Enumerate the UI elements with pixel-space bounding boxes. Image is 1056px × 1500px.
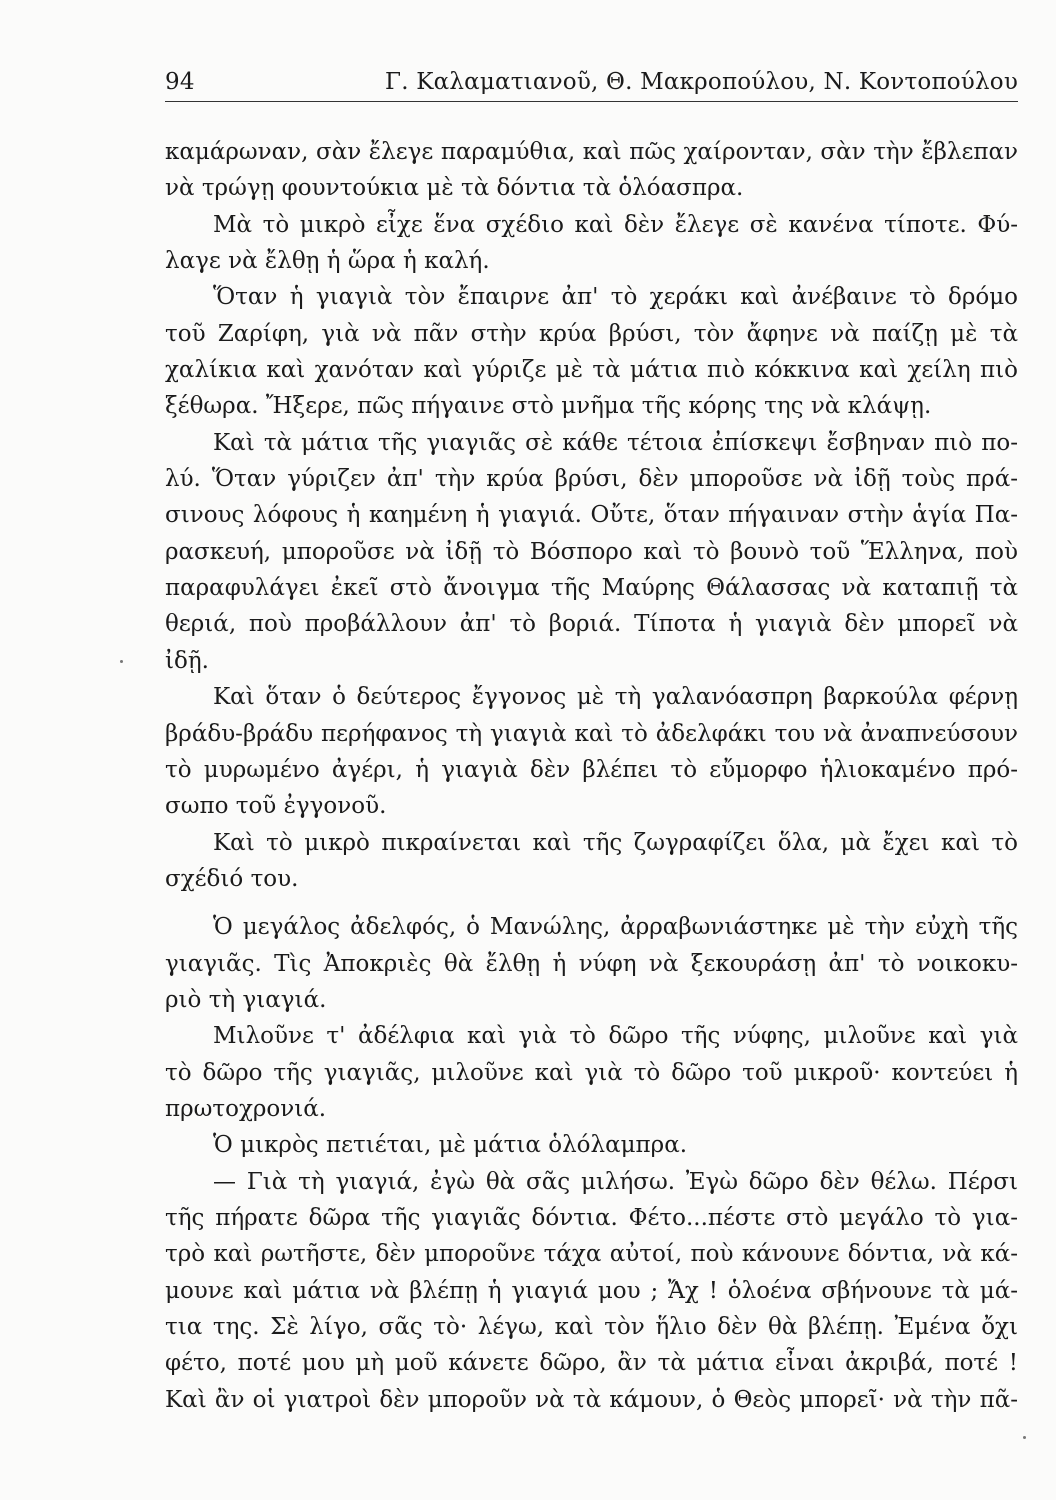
running-head-authors: Γ. Καλαματιανοῦ, Θ. Μακροπούλου, Ν. Κοντοπούλου bbox=[385, 69, 1018, 95]
text-line: σχέδιό του. bbox=[165, 865, 299, 892]
text-line: Καὶ ὅταν ὁ δεύτερος ἔγγονος μὲ τὴ γαλανόασπρη βαρκούλα φέρνῃ bbox=[213, 684, 1018, 711]
text-line: σωπο τοῦ ἐγγονοῦ. bbox=[165, 793, 387, 820]
text-line: σινους λόφους ἡ καημένη ἡ γιαγιά. Οὔτε, ὅταν πήγαιναν στὴν ἁγία Πα- bbox=[165, 502, 1018, 529]
text-line: τοῦ Ζαρίφη, γιὰ νὰ πᾶν στὴν κρύα βρύσι, τὸν ἄφηνε νὰ παίζῃ μὲ τὰ bbox=[165, 320, 1018, 347]
text-line: Μιλοῦνε τ' ἀδέλφια καὶ γιὰ τὸ δῶρο τῆς νύφης, μιλοῦνε καὶ γιὰ bbox=[213, 1023, 1018, 1050]
text-line: θεριά, ποὺ προβάλλουν ἀπ' τὸ βοριά. Τίποτα ἡ γιαγιὰ δὲν μπορεῖ νὰ bbox=[165, 611, 1018, 638]
text-line: καμάρωναν, σὰν ἔλεγε παραμύθια, καὶ πῶς χαίρονταν, σὰν τὴν ἔβλεπαν bbox=[165, 139, 1018, 165]
text-line: ἰδῇ. bbox=[165, 647, 209, 674]
text-line: Μὰ τὸ μικρὸ εἶχε ἕνα σχέδιο καὶ δὲν ἔλεγε σὲ κανένα τίποτε. Φύ- bbox=[213, 211, 1018, 238]
page-header bbox=[165, 62, 1018, 102]
text-line: γιαγιᾶς. Τὶς Ἀποκριὲς θὰ ἔλθῃ ἡ νύφη νὰ ξεκουράσῃ ἀπ' τὸ νοικοκυ- bbox=[165, 950, 1018, 977]
text-line: Καὶ τὰ μάτια τῆς γιαγιᾶς σὲ κάθε τέτοια ἐπίσκεψι ἔσβηναν πιὸ πο- bbox=[213, 429, 1018, 456]
text-line: ξέθωρα. Ἤξερε, πῶς πήγαινε στὸ μνῆμα τῆς κόρης της νὰ κλάψῃ. bbox=[165, 393, 932, 420]
text-line: τὸ δῶρο τῆς γιαγιᾶς, μιλοῦνε καὶ γιὰ τὸ δῶρο τοῦ μικροῦ· κοντεύει ἡ bbox=[165, 1059, 1018, 1086]
page-number: 94 bbox=[165, 69, 195, 95]
text-line: λύ. Ὅταν γύριζεν ἀπ' τὴν κρύα βρύσι, δὲν μποροῦσε νὰ ἰδῇ τοὺς πρά- bbox=[165, 466, 1018, 493]
scan-speck bbox=[1023, 1436, 1026, 1439]
text-line: Ὁ μικρὸς πετιέται, μὲ μάτια ὁλόλαμπρα. bbox=[213, 1132, 688, 1159]
text-line: πρωτοχρονιά. bbox=[165, 1095, 327, 1122]
text-line: Καὶ τὸ μικρὸ πικραίνεται καὶ τῆς ζωγραφίζει ὅλα, μὰ ἔχει καὶ τὸ bbox=[213, 829, 1018, 856]
text-line: νὰ τρώγῃ φουντούκια μὲ τὰ δόντια τὰ ὁλόασπρα. bbox=[165, 175, 744, 202]
text-line: Ὅταν ἡ γιαγιὰ τὸν ἔπαιρνε ἀπ' τὸ χεράκι καὶ ἀνέβαινε τὸ δρόμο bbox=[213, 284, 1018, 311]
scan-speck bbox=[120, 660, 123, 663]
text-line: τρὸ καὶ ρωτῆστε, δὲν μποροῦνε τάχα αὐτοί, ποὺ κάνουνε δόντια, νὰ κά- bbox=[165, 1241, 1018, 1268]
text-line: — Γιὰ τὴ γιαγιά, ἐγὼ θὰ σᾶς μιλήσω. Ἐγὼ δῶρο δὲν θέλω. Πέρσι bbox=[213, 1168, 1018, 1195]
text-line: Ὁ μεγάλος ἀδελφός, ὁ Μανώλης, ἀρραβωνιάστηκε μὲ τὴν εὐχὴ τῆς bbox=[213, 914, 1018, 941]
text-line: τὸ μυρωμένο ἀγέρι, ἡ γιαγιὰ δὲν βλέπει τὸ εὔμορφο ἡλιοκαμένο πρό- bbox=[165, 756, 1018, 783]
text-line: παραφυλάγει ἐκεῖ στὸ ἄνοιγμα τῆς Μαύρης Θάλασσας νὰ καταπιῇ τὰ bbox=[165, 575, 1018, 602]
text-line: Καὶ ἂν οἱ γιατροὶ δὲν μποροῦν νὰ τὰ κάμουν, ὁ Θεὸς μπορεῖ· νὰ τὴν πᾶ- bbox=[165, 1386, 1018, 1413]
text-line: ριὸ τὴ γιαγιά. bbox=[165, 986, 327, 1013]
text-line: τια της. Σὲ λίγο, σᾶς τὸ· λέγω, καὶ τὸν ἥλιο δὲν θὰ βλέπῃ. Ἐμένα ὄχι bbox=[165, 1314, 1018, 1340]
text-line: λαγε νὰ ἔλθῃ ἡ ὥρα ἡ καλή. bbox=[165, 248, 490, 275]
text-line: χαλίκια καὶ χανόταν καὶ γύριζε μὲ τὰ μάτια πιὸ κόκκινα καὶ χείλη πιὸ bbox=[165, 357, 1018, 384]
text-line: βράδυ-βράδυ περήφανος τὴ γιαγιὰ καὶ τὸ ἀδελφάκι του νὰ ἀναπνεύσουν bbox=[165, 720, 1018, 747]
text-line: ρασκευή, μποροῦσε νὰ ἰδῇ τὸ Βόσπορο καὶ τὸ βουνὸ τοῦ Ἕλληνα, ποὺ bbox=[165, 538, 1018, 565]
text-line: τῆς πήρατε δῶρα τῆς γιαγιᾶς δόντια. Φέτο...πέστε στὸ μεγάλο τὸ για- bbox=[165, 1204, 1018, 1231]
body-text bbox=[165, 134, 1018, 1418]
text-line: φέτο, ποτέ μου μὴ μοῦ κάνετε δῶρο, ἂν τὰ μάτια εἶναι ἀκριβά, ποτέ ! bbox=[165, 1350, 1018, 1377]
text-line: μουνε καὶ μάτια νὰ βλέπῃ ἡ γιαγιά μου ; Ἄχ ! ὁλοένα σβήνουνε τὰ μά- bbox=[165, 1277, 1018, 1304]
